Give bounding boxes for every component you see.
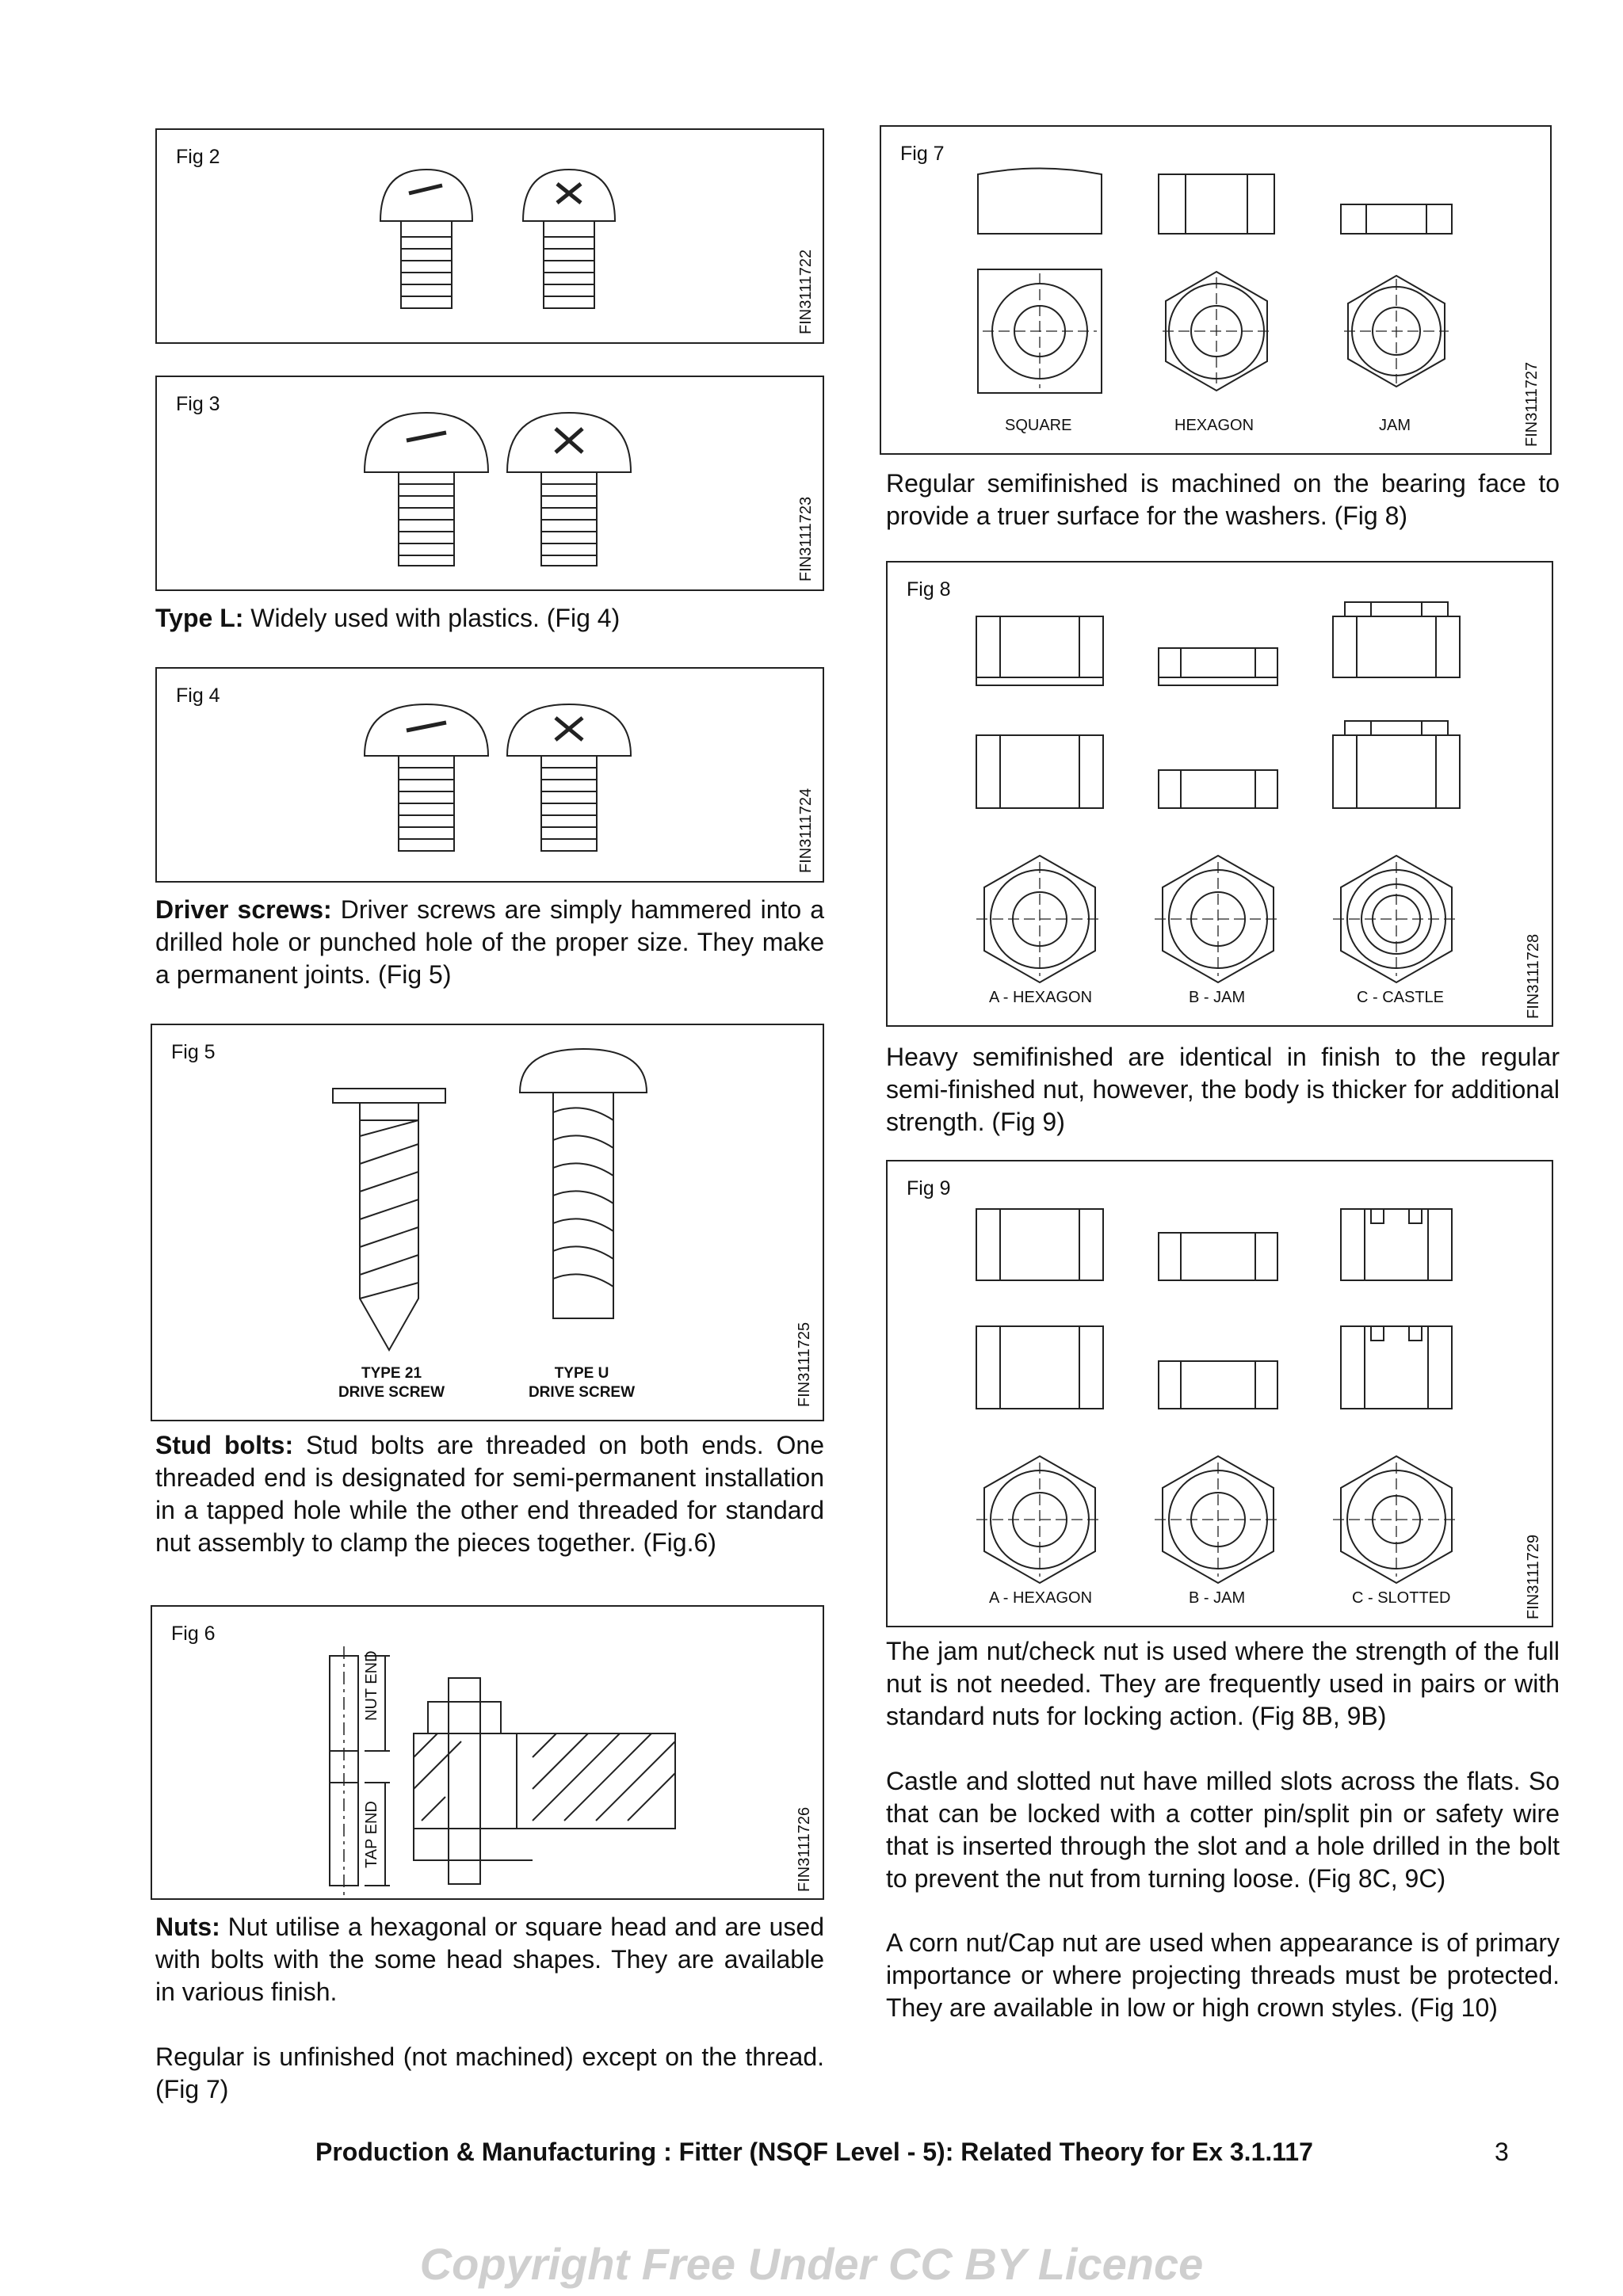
figure-code: FIN3111726: [796, 1806, 813, 1892]
figure-7: [880, 125, 1552, 455]
caption-hexagon: A - HEXAGON: [989, 1589, 1093, 1607]
caption-castle: C - CASTLE: [1357, 989, 1445, 1006]
figure-code: FIN3111722: [797, 249, 815, 334]
term-heading: Type L:: [155, 604, 244, 632]
term-body: Widely used with plastics. (Fig 4): [243, 604, 621, 632]
caption-type-u: [510, 1364, 653, 1402]
term-body: Stud bolts are threaded on both ends. One threaded end is designated for semi-permanent installation in a tapped hole while the other end threaded for standard nut assembly to clamp the pieces together. (Fig.6): [155, 1431, 825, 1557]
paragraph-regular: Regular is unfinished (not machined) except on the thread. (Fig 7): [155, 2042, 824, 2103]
caption-line: TYPE U: [554, 1365, 609, 1382]
paragraph-jam-nut: The jam nut/check nut is used where the strength of the full nut is not needed. They are frequently used in pairs or with standard nuts for locking action. (Fig 8B, 9B): [886, 1637, 1560, 1730]
figure-label: Fig 4: [176, 685, 220, 707]
caption-type-21: [320, 1364, 463, 1402]
figure-code: FIN3111723: [797, 496, 815, 582]
caption-hexagon: A - HEXAGON: [989, 989, 1093, 1006]
paragraph-corn-nut: A corn nut/Cap nut are used when appearance is of primary importance or where projecting threads must be protected. They are available in low or high crown styles. (Fig 10): [886, 1928, 1560, 2022]
caption-jam: JAM: [1379, 417, 1411, 434]
page-number: 3: [1495, 2138, 1509, 2166]
caption-line: DRIVE SCREW: [528, 1384, 636, 1401]
term-heading: Driver screws:: [155, 895, 332, 924]
figure-5: [151, 1024, 824, 1421]
figure-label: Fig 5: [171, 1041, 216, 1063]
figure-6: [151, 1605, 824, 1900]
term-heading: Nuts:: [155, 1913, 220, 1941]
term-heading: Stud bolts:: [155, 1431, 294, 1459]
figure-code: FIN3111725: [796, 1322, 813, 1407]
figure-code: FIN3111728: [1525, 933, 1542, 1019]
figure-code: FIN3111729: [1525, 1534, 1542, 1619]
caption-line: DRIVE SCREW: [338, 1384, 445, 1401]
figure-label: Fig 7: [900, 143, 945, 165]
copyright-watermark: Copyright Free Under CC BY Licence: [419, 2239, 1204, 2289]
term-body: Driver screws are simply hammered into a drilled hole or punched hole of the proper size. They make a permanent joints. (Fig 5): [155, 895, 825, 989]
figure-9: [886, 1160, 1553, 1627]
figure-code: FIN3111724: [797, 788, 815, 873]
figure-label: Fig 2: [176, 146, 220, 168]
drive-screws-drawing: [152, 1025, 823, 1420]
caption-jam: B - JAM: [1189, 989, 1246, 1006]
stud-bolt-drawing: [152, 1607, 823, 1898]
caption-slotted: C - SLOTTED: [1352, 1589, 1451, 1607]
figure-label: Fig 3: [176, 393, 220, 415]
self-tapping-screws-drawing: [157, 130, 823, 342]
caption-line: TYPE 21: [361, 1365, 422, 1382]
page-footer-title: Production & Manufacturing : Fitter (NSQF Level - 5): Related Theory for Ex 3.1.117: [315, 2138, 1313, 2166]
figure-8: [886, 561, 1553, 1027]
caption-square: SQUARE: [1005, 417, 1072, 434]
figure-label: Fig 9: [907, 1177, 951, 1199]
tap-end-label: TAP END: [363, 1801, 380, 1868]
figure-label: Fig 8: [907, 578, 951, 601]
term-body: Nut utilise a hexagonal or square head and are used with bolts with the some head shapes. They are available in various finish.: [155, 1913, 824, 2006]
caption-hexagon: HEXAGON: [1174, 417, 1254, 434]
type-l-screws-drawing: [157, 669, 823, 881]
figure-2: [155, 128, 824, 344]
paragraph-stud-bolts: [155, 1429, 824, 1559]
semifinished-nuts-drawing: [888, 563, 1552, 1025]
self-tapping-screws-drawing: [157, 377, 823, 589]
paragraph-heavy: Heavy semifinished are identical in finish to the regular semi-finished nut, however, the body is thicker for additional strength. (Fig 9): [886, 1043, 1560, 1136]
paragraph-type-l: [155, 602, 824, 635]
figure-3: [155, 376, 824, 591]
nut-end-label: NUT END: [363, 1650, 380, 1721]
caption-jam: B - JAM: [1189, 1589, 1246, 1607]
heavy-semifinished-nuts-drawing: [888, 1161, 1552, 1626]
figure-code: FIN3111727: [1523, 361, 1541, 447]
figure-4: [155, 667, 824, 883]
paragraph-driver-screws: [155, 894, 824, 991]
figure-label: Fig 6: [171, 1623, 216, 1645]
nuts-square-hexagon-jam-drawing: [881, 127, 1550, 453]
paragraph-nuts: [155, 1911, 824, 2008]
paragraph-castle-nut: Castle and slotted nut have milled slots across the flats. So that can be locked with a cotter pin/split pin or safety wire that is inserted through the slot and a hole drilled in the bolt to prevent the nut from turning loose. (Fig 8C, 9C): [886, 1767, 1560, 1893]
paragraph-semifinished: Regular semifinished is machined on the bearing face to provide a truer surface for the washers. (Fig 8): [886, 469, 1560, 530]
